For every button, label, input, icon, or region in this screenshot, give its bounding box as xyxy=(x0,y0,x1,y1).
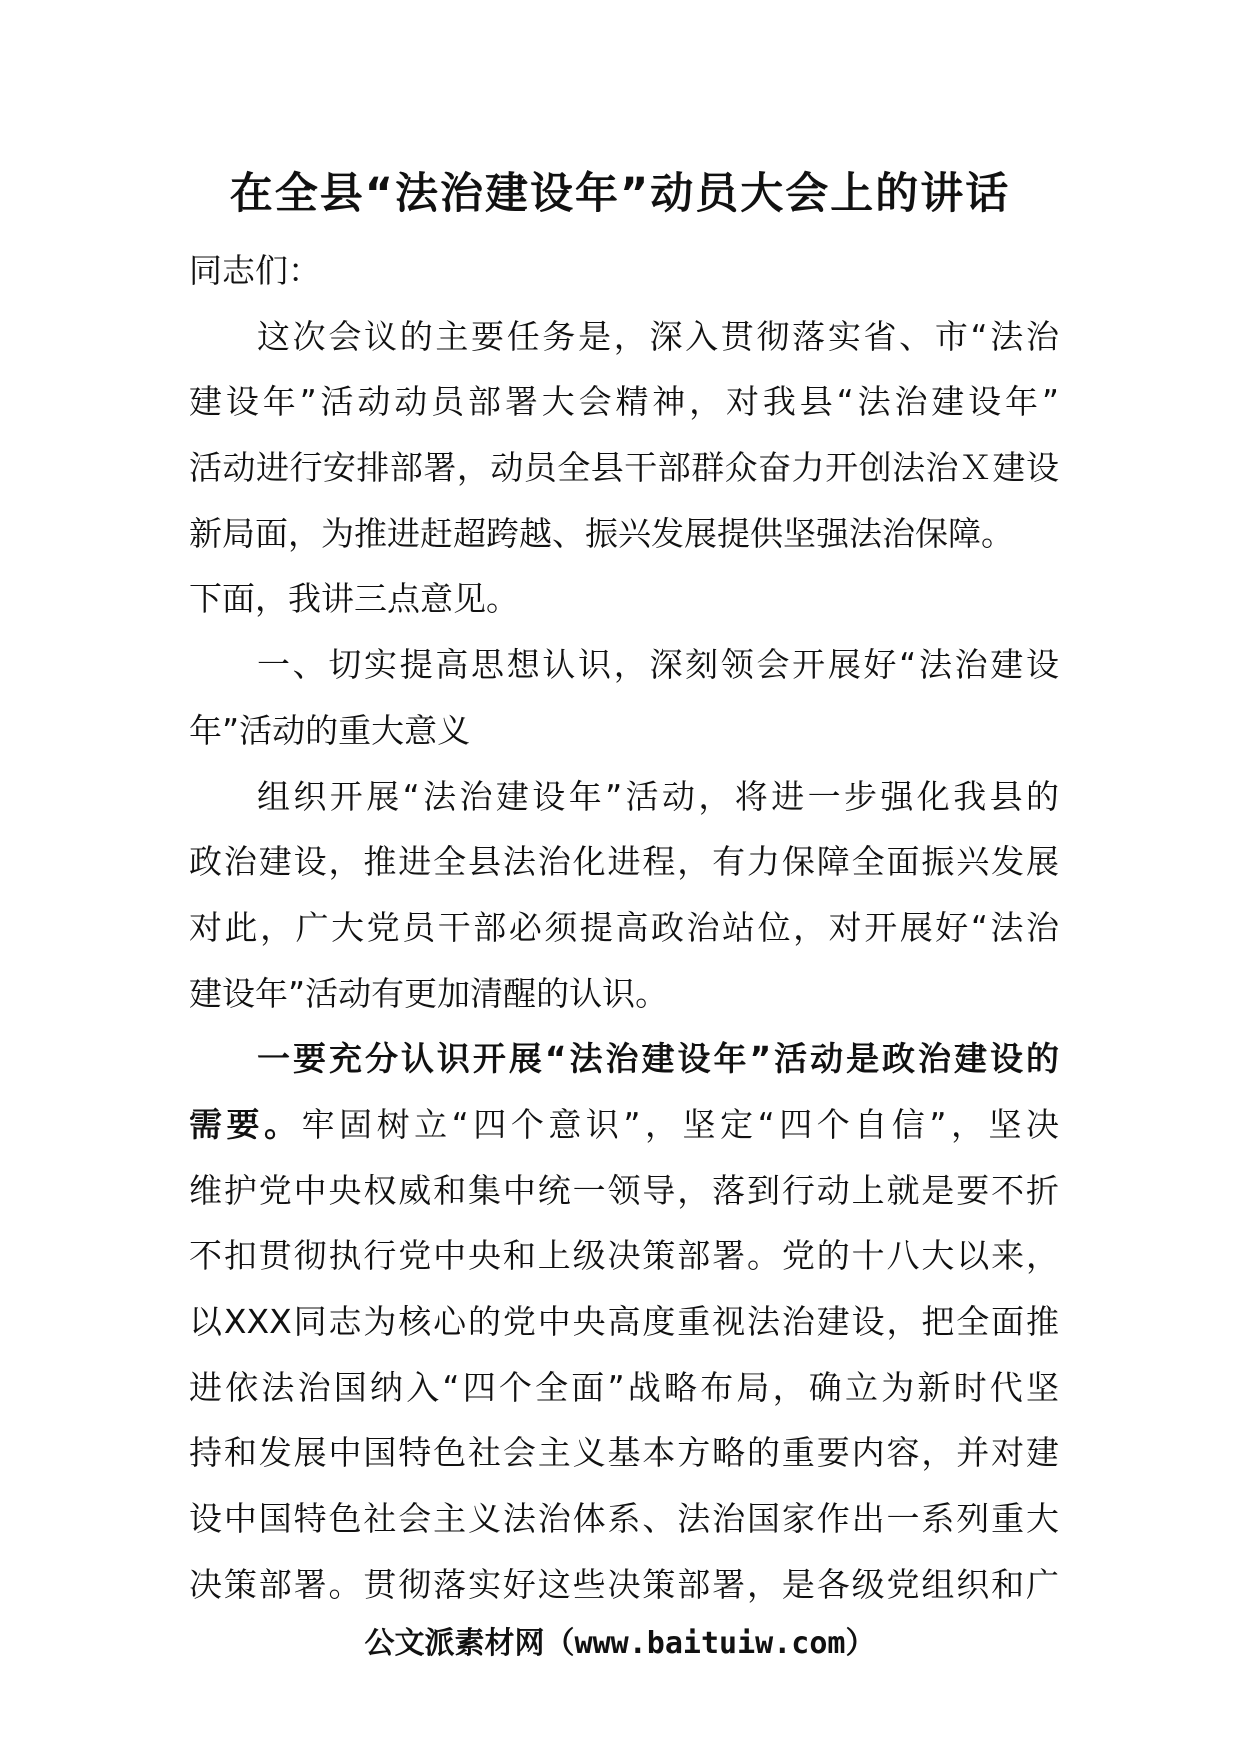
footer-watermark xyxy=(0,1622,1240,1666)
body-line: 一、切实提高思想认识，深刻领会开展好“法治建设 xyxy=(257,645,1059,685)
body-line: 活动进行安排部署，动员全县干部群众奋力开创法治Ｘ建设 xyxy=(189,448,1059,488)
body-line: 新局面，为推进赶超跨越、振兴发展提供坚强法治保障。 xyxy=(189,513,1014,553)
body-line: 建设年”活动动员部署大会精神，对我县“法治建设年” xyxy=(189,382,1059,422)
body-line: 政治建设，推进全县法治化进程，有力保障全面振兴发展 xyxy=(189,842,1059,882)
body-line: 一要充分认识开展“法治建设年”活动是政治建设的 xyxy=(257,1039,1059,1079)
paragraph-lines xyxy=(189,304,1059,1618)
body-line: 维护党中央权威和集中统一领导，落到行动上就是要不折 xyxy=(189,1170,1059,1210)
document-body xyxy=(189,238,1059,1617)
bold-lead-phrase: 需要。 xyxy=(189,1104,302,1144)
body-line: 年”活动的重大意义 xyxy=(189,710,471,750)
body-line: 决策部署。贯彻落实好这些决策部署，是各级党组织和广 xyxy=(189,1564,1059,1604)
body-line: 以XXX同志为核心的党中央高度重视法治建设，把全面推 xyxy=(189,1302,1059,1341)
body-line: 这次会议的主要任务是，深入贯彻落实省、市“法治 xyxy=(257,316,1059,356)
document-title: 在全县“法治建设年”动员大会上的讲话 xyxy=(229,169,1011,219)
body-line: 对此，广大党员干部必须提高政治站位，对开展好“法治 xyxy=(189,907,1059,947)
body-line: 下面，我讲三点意见。 xyxy=(189,579,519,619)
body-line: 组织开展“法治建设年”活动，将进一步强化我县的 xyxy=(257,776,1059,816)
body-line: 不扣贯彻执行党中央和上级决策部署。党的十八大以来， xyxy=(189,1236,1059,1276)
salutation: 同志们： xyxy=(189,251,321,290)
footer-site-name: 公文派素材网 xyxy=(364,1626,545,1661)
body-line: 进依法治国纳入“四个全面”战略布局，确立为新时代坚 xyxy=(189,1367,1059,1407)
body-line: 持和发展中国特色社会主义基本方略的重要内容，并对建 xyxy=(189,1433,1059,1473)
line-text: 牢固树立“四个意识”，坚定“四个自信”，坚决 xyxy=(301,1104,1059,1144)
footer-url: （www.baituiw.com） xyxy=(544,1626,876,1661)
body-line: 设中国特色社会主义法治体系、法治国家作出一系列重大 xyxy=(189,1499,1059,1539)
body-line xyxy=(189,1092,1059,1158)
body-line: 建设年”活动有更加清醒的认识。 xyxy=(189,973,669,1013)
